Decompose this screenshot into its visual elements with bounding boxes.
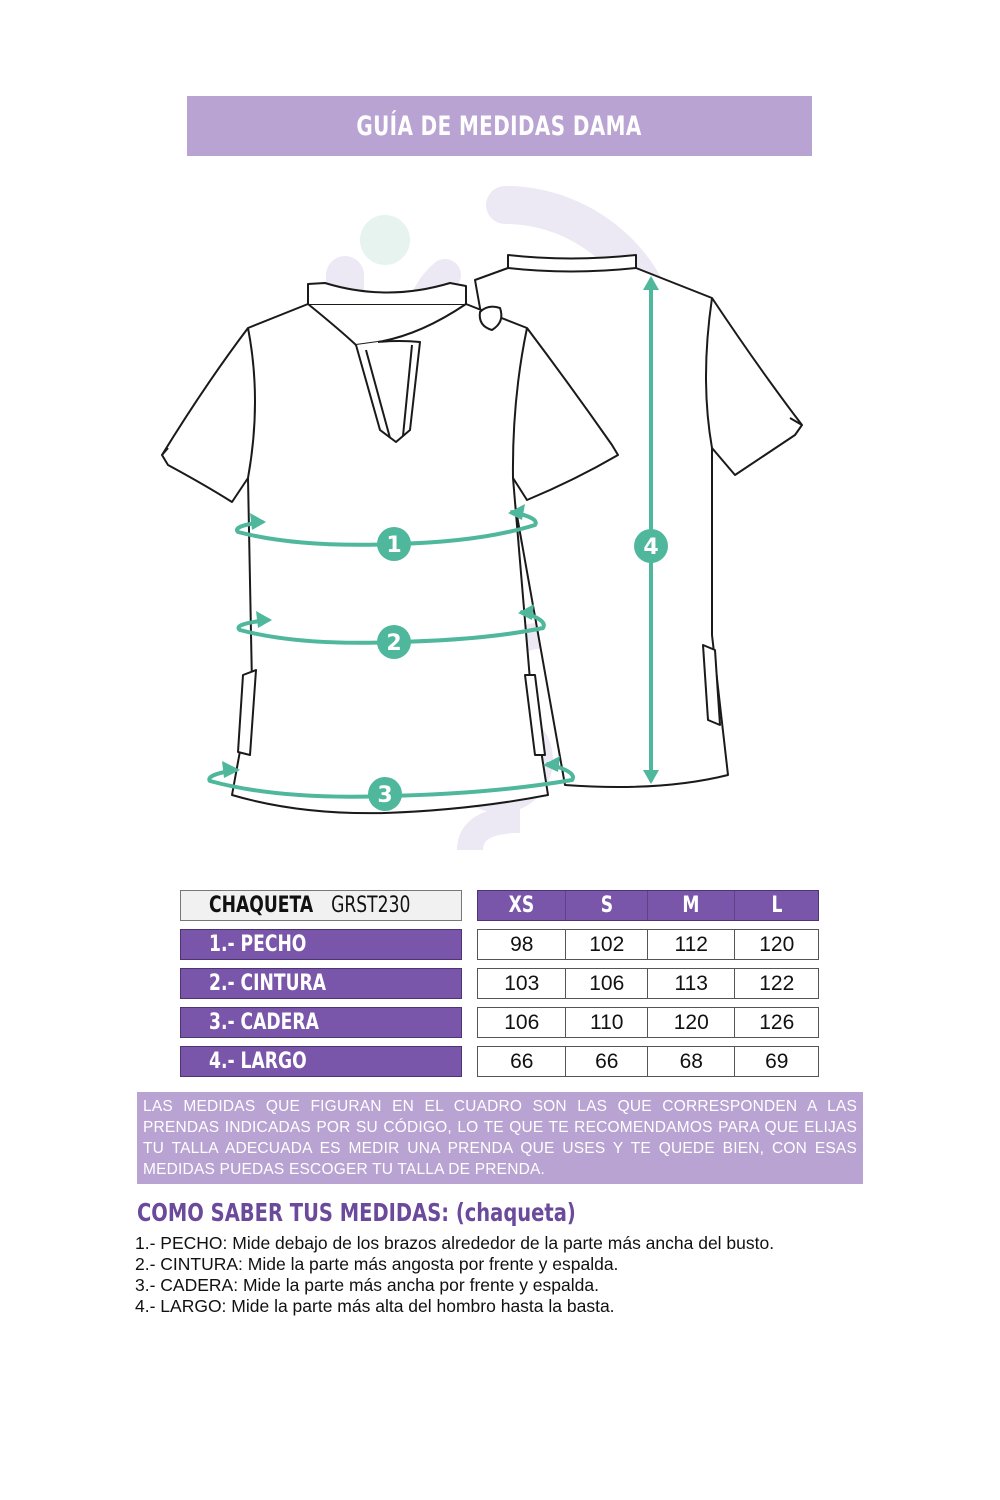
list-item: 2.- CINTURA: Mide la parte más angosta por frente y espalda. [135,1254,619,1274]
value-cell: 113 [648,969,735,998]
marker-1-label: 1 [386,533,402,558]
table-row [477,1046,819,1077]
value-cell: 106 [478,1008,566,1037]
marker-3-label: 3 [377,783,393,808]
size-xs: XS [478,891,566,920]
value-cell: 120 [648,1008,735,1037]
notice-box: LAS MEDIDAS QUE FIGURAN EN EL CUADRO SON LAS QUE CORRESPONDEN A LAS PRENDAS INDICADAS POR SU CÓDIGO, LO TE QUE TE RECOMENDAMOS PARA QUE ELIJAS TU TALLA ADECUADA ES MEDIR UNA PRENDA QUE USES Y TE QUEDE BIEN, CON ESAS MEDIDAS PUEDAS ESCOGER TU TALLA DE PRENDA. [137,1092,863,1184]
value-cell: 110 [566,1008,648,1037]
page-title: GUÍA DE MEDIDAS DAMA [356,110,643,142]
value-cell: 69 [765,1049,789,1073]
list-item: 1.- PECHO: Mide debajo de los brazos alrededor de la parte más ancha del busto. [135,1233,775,1253]
row-label-largo: 4.- LARGO [180,1046,462,1077]
marker-2-label: 2 [386,631,402,656]
table-row [477,929,819,960]
size-values-table [477,890,819,1085]
value-cell: 66 [566,1047,648,1076]
value-cell: 126 [759,1010,795,1034]
marker-2 [377,625,411,659]
garment-type: CHAQUETA [209,893,314,918]
size-header-row [477,890,819,921]
size-s: S [566,891,648,920]
marker-1 [377,527,411,561]
title-bar [187,96,812,156]
row-label-cintura: 2.- CINTURA [180,968,462,999]
list-item: 4.- LARGO: Mide la parte más alta del hombro hasta la basta. [135,1296,615,1316]
garment-code: GRST230 [331,893,411,918]
size-m: M [648,891,735,920]
garment-illustration [0,180,1000,860]
value-cell: 68 [648,1047,735,1076]
value-cell: 102 [566,930,648,959]
row-label-cadera: 3.- CADERA [180,1007,462,1038]
value-cell: 66 [478,1047,566,1076]
marker-4 [634,529,668,563]
row-label-pecho: 1.- PECHO [180,929,462,960]
value-cell: 112 [648,930,735,959]
table-row [477,968,819,999]
how-to-title: COMO SABER TUS MEDIDAS: (chaqueta) [137,1198,576,1227]
garment-figure [0,180,1000,860]
value-cell: 98 [478,930,566,959]
measure-labels-table [180,890,462,1085]
table-header-cell [180,890,462,921]
size-l: L [771,893,783,918]
how-to-list [135,1233,774,1317]
value-cell: 122 [759,971,795,995]
list-item: 3.- CADERA: Mide la parte más ancha por frente y espalda. [135,1275,599,1295]
marker-4-label: 4 [643,535,659,560]
table-row [477,1007,819,1038]
value-cell: 106 [566,969,648,998]
value-cell: 103 [478,969,566,998]
value-cell: 120 [759,932,795,956]
marker-3 [368,777,402,811]
